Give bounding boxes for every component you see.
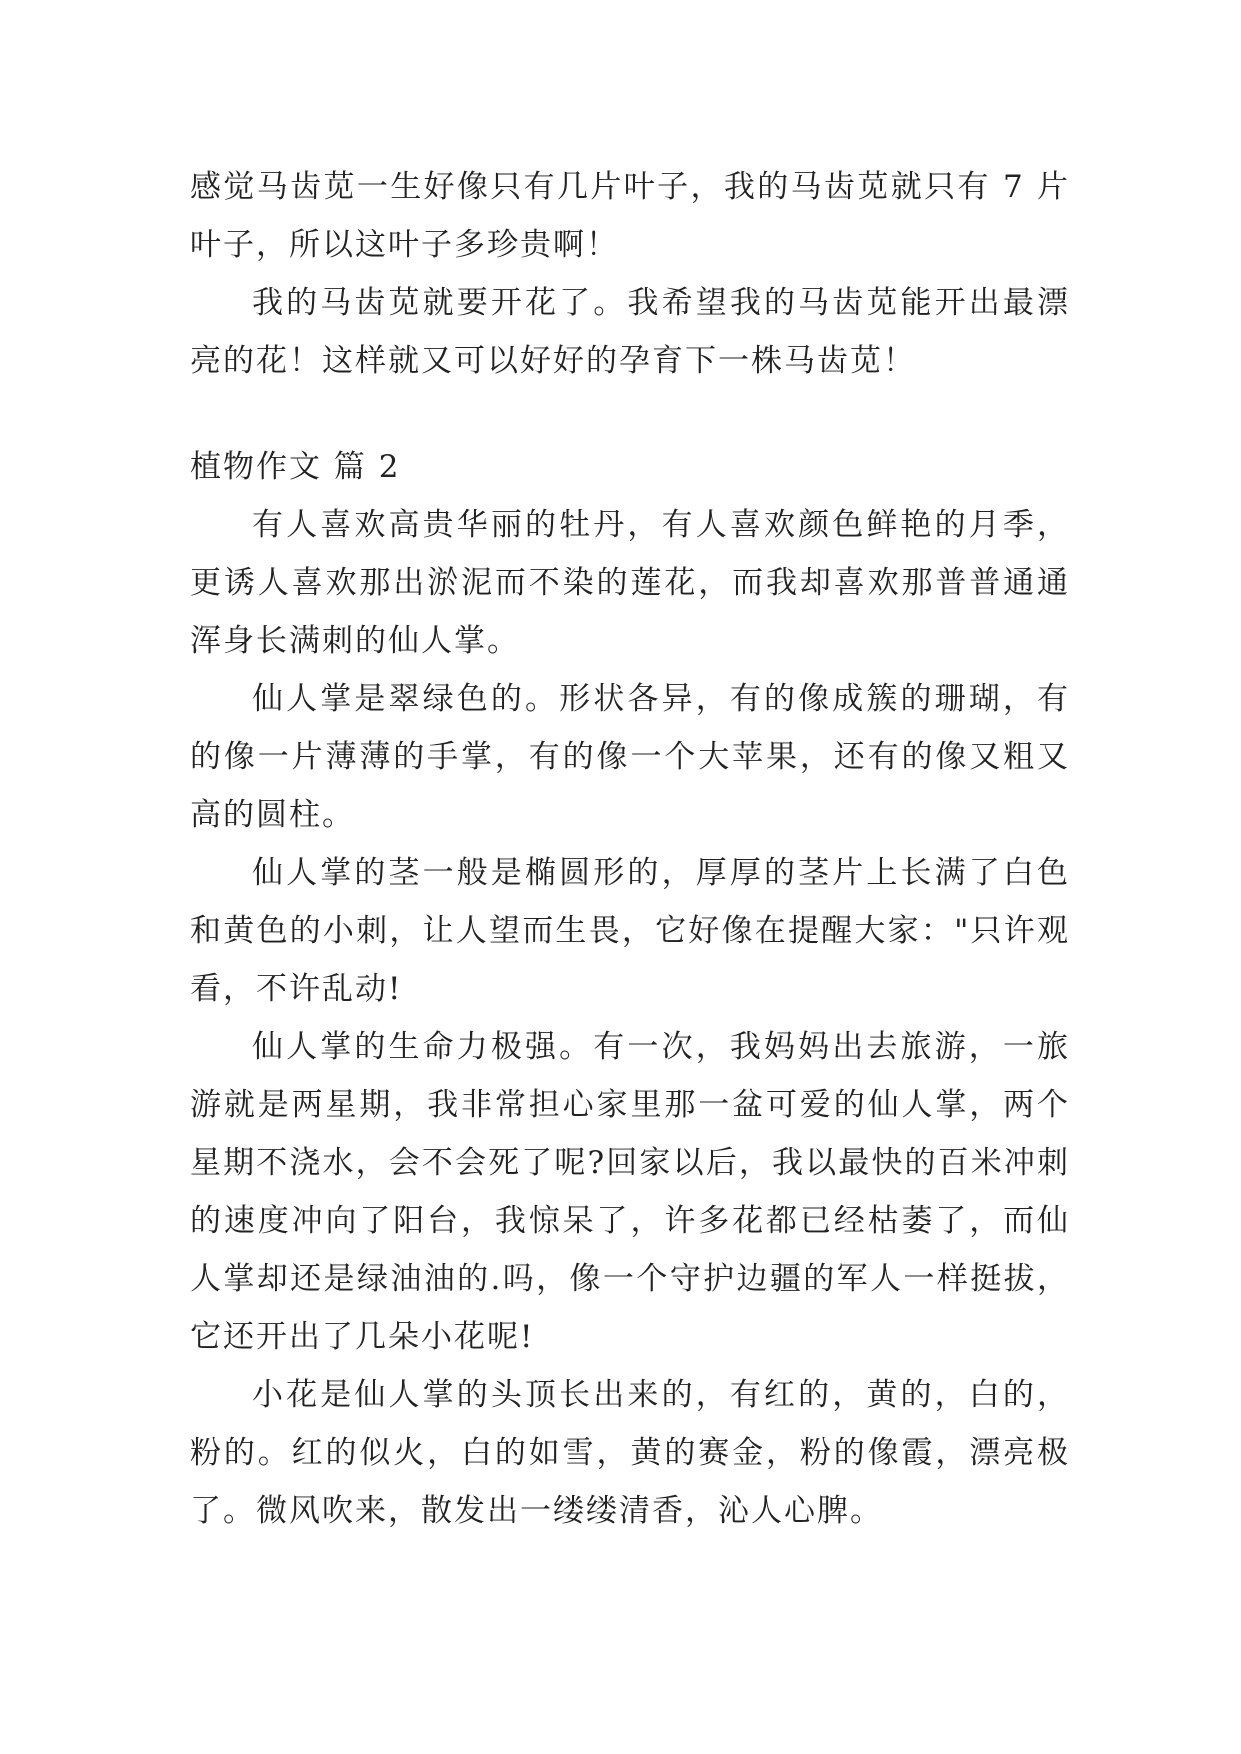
paragraph-continuation: 感觉马齿苋一生好像只有几片叶子，我的马齿苋就只有 7 片叶子，所以这叶子多珍贵啊！ [190, 169, 1070, 263]
paragraph: 仙人掌的生命力极强。有一次，我妈妈出去旅游，一旅游就是两星期，我非常担心家里那一盆可爱的仙人掌，两个星期不浇水，会不会死了呢?回家以后，我以最快的百米冲刺的速度冲向了阳台，我惊呆了，许多花都已经枯萎了，而仙人掌却还是绿油油的.吗，像一个守护边疆的军人一样挺拔，它还开出了几朵小花呢! [190, 1029, 1070, 1355]
paragraph: 仙人掌是翠绿色的。形状各异，有的像成簇的珊瑚，有的像一片薄薄的手掌，有的像一个大苹果，还有的像又粗又高的圆柱。 [190, 681, 1070, 833]
section-title: 植物作文 篇 2 [190, 449, 401, 485]
document-body [190, 158, 1070, 1540]
paragraph: 仙人掌的茎一般是椭圆形的，厚厚的茎片上长满了白色和黄色的小刺，让人望而生畏，它好像在提醒大家："只许观看，不许乱动! [190, 855, 1070, 1007]
paragraph: 小花是仙人掌的头顶长出来的，有红的，黄的，白的，粉的。红的似火，白的如雪，黄的赛金，粉的像霞，漂亮极了。微风吹来，散发出一缕缕清香，沁人心脾。 [190, 1377, 1070, 1529]
paragraph: 有人喜欢高贵华丽的牡丹，有人喜欢颜色鲜艳的月季，更诱人喜欢那出淤泥而不染的莲花，而我却喜欢那普普通通浑身长满刺的仙人掌。 [190, 507, 1070, 659]
paragraph: 我的马齿苋就要开花了。我希望我的马齿苋能开出最漂亮的花！这样就又可以好好的孕育下一株马齿苋！ [190, 285, 1070, 379]
